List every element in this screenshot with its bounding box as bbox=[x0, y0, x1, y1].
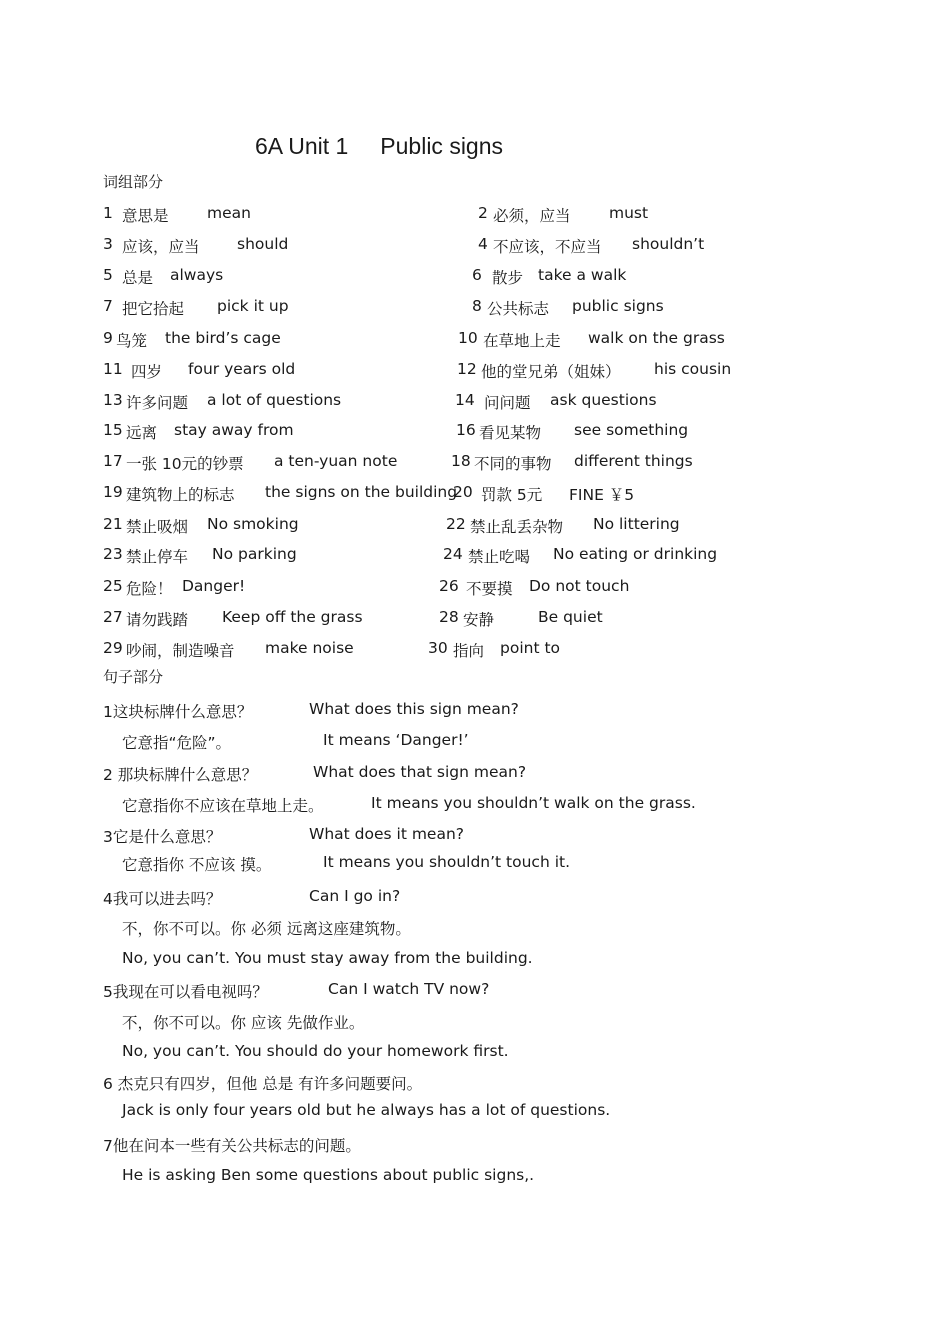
vocab-cn: 必须，应当 bbox=[493, 207, 571, 225]
vocab-en: No smoking bbox=[207, 515, 299, 533]
vocab-cn: 不要摸 bbox=[466, 580, 513, 598]
vocab-num: 7 bbox=[103, 297, 113, 315]
vocab-en: No parking bbox=[212, 545, 297, 563]
vocab-en: a ten-yuan note bbox=[274, 452, 398, 470]
vocab-en: shouldn’t bbox=[632, 235, 705, 253]
vocab-cn: 建筑物上的标志 bbox=[126, 486, 235, 504]
vocab-cn: 公共标志 bbox=[487, 300, 550, 318]
vocab-num: 11 bbox=[103, 360, 123, 378]
vocab-cn: 他的堂兄弟（姐妹） bbox=[481, 363, 621, 381]
vocab-cn: 禁止停车 bbox=[126, 548, 189, 566]
vocab-row bbox=[0, 266, 950, 290]
vocab-cn: 罚款 5元 bbox=[481, 486, 543, 504]
vocab-num: 6 bbox=[472, 266, 482, 284]
vocab-en: mean bbox=[207, 204, 251, 222]
question-chinese: 3它是什么意思？ bbox=[103, 828, 222, 846]
vocab-row bbox=[0, 515, 950, 539]
vocab-en: ask questions bbox=[550, 391, 657, 409]
vocab-num: 10 bbox=[458, 329, 478, 347]
vocab-num: 30 bbox=[428, 639, 448, 657]
vocab-en: take a walk bbox=[538, 266, 627, 284]
vocab-en: different things bbox=[574, 452, 693, 470]
vocab-en: walk on the grass bbox=[588, 329, 725, 347]
vocab-en: make noise bbox=[265, 639, 354, 657]
vocab-cn: 意思是 bbox=[122, 207, 169, 225]
vocab-row bbox=[0, 329, 950, 353]
vocab-en: Do not touch bbox=[529, 577, 630, 595]
vocab-row bbox=[0, 421, 950, 445]
vocab-cn: 远离 bbox=[126, 424, 158, 442]
vocab-cn: 把它拾起 bbox=[122, 300, 185, 318]
vocab-en: the bird’s cage bbox=[165, 329, 281, 347]
section-heading-sentences: 句子部分 bbox=[103, 668, 164, 686]
vocab-cn: 不同的事物 bbox=[474, 455, 552, 473]
vocab-cn: 禁止乱丢杂物 bbox=[470, 518, 564, 536]
vocab-en: public signs bbox=[572, 297, 664, 315]
page-title: 6A Unit 1 Public signs bbox=[255, 133, 504, 159]
vocab-row bbox=[0, 297, 950, 321]
vocab-en: four years old bbox=[188, 360, 296, 378]
answer-english: It means ‘Danger!’ bbox=[323, 731, 469, 749]
vocab-num: 27 bbox=[103, 608, 123, 626]
vocab-num: 13 bbox=[103, 391, 123, 409]
vocab-num: 21 bbox=[103, 515, 123, 533]
vocab-num: 3 bbox=[103, 235, 113, 253]
vocab-num: 18 bbox=[451, 452, 471, 470]
vocab-en: No littering bbox=[593, 515, 680, 533]
vocab-en: No eating or drinking bbox=[553, 545, 718, 563]
vocab-num: 17 bbox=[103, 452, 123, 470]
vocab-row bbox=[0, 483, 950, 507]
vocab-en: point to bbox=[500, 639, 561, 657]
vocab-cn: 请勿践踏 bbox=[126, 611, 189, 629]
section-heading-phrases: 词组部分 bbox=[103, 173, 164, 191]
vocab-cn: 应该，应当 bbox=[122, 238, 200, 256]
vocab-cn: 禁止吸烟 bbox=[126, 518, 189, 536]
vocab-en: always bbox=[170, 266, 224, 284]
vocab-num: 20 bbox=[453, 483, 473, 501]
vocab-cn: 安静 bbox=[463, 611, 495, 629]
vocab-en: FINE ￥5 bbox=[569, 486, 635, 504]
vocab-row bbox=[0, 204, 950, 228]
question-chinese: 4我可以进去吗？ bbox=[103, 890, 222, 908]
vocab-num: 4 bbox=[478, 235, 488, 253]
vocab-en: see something bbox=[574, 421, 689, 439]
answer-chinese: 不，你不可以。你 必须 远离这座建筑物。 bbox=[122, 920, 411, 938]
answer-english: No, you can’t. You should do your homework first. bbox=[122, 1042, 509, 1060]
vocab-en: stay away from bbox=[174, 421, 294, 439]
question-english: What does it mean? bbox=[309, 825, 465, 843]
answer-chinese: 它意指“危险”。 bbox=[122, 734, 232, 752]
vocab-num: 8 bbox=[472, 297, 482, 315]
vocab-num: 29 bbox=[103, 639, 123, 657]
vocab-en: pick it up bbox=[217, 297, 289, 315]
vocab-num: 25 bbox=[103, 577, 123, 595]
question-chinese: 2 那块标牌什么意思？ bbox=[103, 766, 258, 784]
vocab-row bbox=[0, 391, 950, 415]
vocab-num: 26 bbox=[439, 577, 459, 595]
vocab-cn: 吵闹，制造噪音 bbox=[126, 642, 235, 660]
vocab-num: 2 bbox=[478, 204, 488, 222]
answer-chinese: 它意指你不应该在草地上走。 bbox=[122, 797, 324, 815]
vocab-num: 23 bbox=[103, 545, 123, 563]
vocab-num: 16 bbox=[456, 421, 476, 439]
vocab-en: Be quiet bbox=[538, 608, 603, 626]
vocab-en: Keep off the grass bbox=[222, 608, 363, 626]
answer-english: Jack is only four years old but he always has a lot of questions. bbox=[122, 1101, 611, 1119]
vocab-row bbox=[0, 360, 950, 384]
question-chinese: 7他在问本一些有关公共标志的问题。 bbox=[103, 1137, 361, 1155]
vocab-en: his cousin bbox=[654, 360, 732, 378]
vocab-num: 5 bbox=[103, 266, 113, 284]
vocab-row bbox=[0, 577, 950, 601]
vocab-cn: 四岁 bbox=[131, 363, 163, 381]
vocab-row bbox=[0, 545, 950, 569]
vocab-en: should bbox=[237, 235, 289, 253]
answer-english: It means you shouldn’t walk on the grass. bbox=[371, 794, 696, 812]
question-chinese: 6 杰克只有四岁，但他 总是 有许多问题要问。 bbox=[103, 1075, 423, 1093]
vocab-num: 22 bbox=[446, 515, 466, 533]
question-english: Can I go in? bbox=[309, 887, 401, 905]
vocab-num: 12 bbox=[457, 360, 477, 378]
vocab-en: a lot of questions bbox=[207, 391, 342, 409]
vocab-cn: 鸟笼 bbox=[116, 332, 148, 350]
vocab-cn: 看见某物 bbox=[479, 424, 542, 442]
question-english: What does this sign mean? bbox=[309, 700, 519, 718]
question-english: What does that sign mean? bbox=[313, 763, 527, 781]
vocab-cn: 危险！ bbox=[126, 580, 173, 598]
vocab-num: 28 bbox=[439, 608, 459, 626]
vocab-cn: 指向 bbox=[453, 642, 485, 660]
answer-chinese: 不，你不可以。你 应该 先做作业。 bbox=[122, 1014, 365, 1032]
vocab-cn: 禁止吃喝 bbox=[468, 548, 531, 566]
vocab-row bbox=[0, 608, 950, 632]
answer-english: It means you shouldn’t touch it. bbox=[323, 853, 571, 871]
question-english: Can I watch TV now? bbox=[328, 980, 490, 998]
vocab-row bbox=[0, 235, 950, 259]
question-chinese: 1这块标牌什么意思？ bbox=[103, 703, 253, 721]
answer-english: No, you can’t. You must stay away from the building. bbox=[122, 949, 533, 967]
answer-english: He is asking Ben some questions about public signs,. bbox=[122, 1166, 535, 1184]
vocab-cn: 许多问题 bbox=[126, 394, 189, 412]
vocab-cn: 总是 bbox=[122, 269, 154, 287]
vocab-cn: 散步 bbox=[492, 269, 524, 287]
vocab-en: must bbox=[609, 204, 649, 222]
vocab-en: the signs on the building bbox=[265, 483, 458, 501]
question-chinese: 5我现在可以看电视吗？ bbox=[103, 983, 268, 1001]
vocab-cn: 一张 10元的钞票 bbox=[126, 455, 244, 473]
vocab-cn: 不应该，不应当 bbox=[493, 238, 602, 256]
vocab-num: 9 bbox=[103, 329, 113, 347]
vocab-num: 1 bbox=[103, 204, 113, 222]
vocab-en: Danger! bbox=[182, 577, 246, 595]
vocab-num: 14 bbox=[455, 391, 475, 409]
vocab-num: 24 bbox=[443, 545, 463, 563]
vocab-cn: 问问题 bbox=[484, 394, 531, 412]
vocab-cn: 在草地上走 bbox=[483, 332, 561, 350]
vocab-num: 19 bbox=[103, 483, 123, 501]
vocab-num: 15 bbox=[103, 421, 123, 439]
answer-chinese: 它意指你 不应该 摸。 bbox=[122, 856, 272, 874]
vocab-row bbox=[0, 639, 950, 663]
vocab-row bbox=[0, 452, 950, 476]
